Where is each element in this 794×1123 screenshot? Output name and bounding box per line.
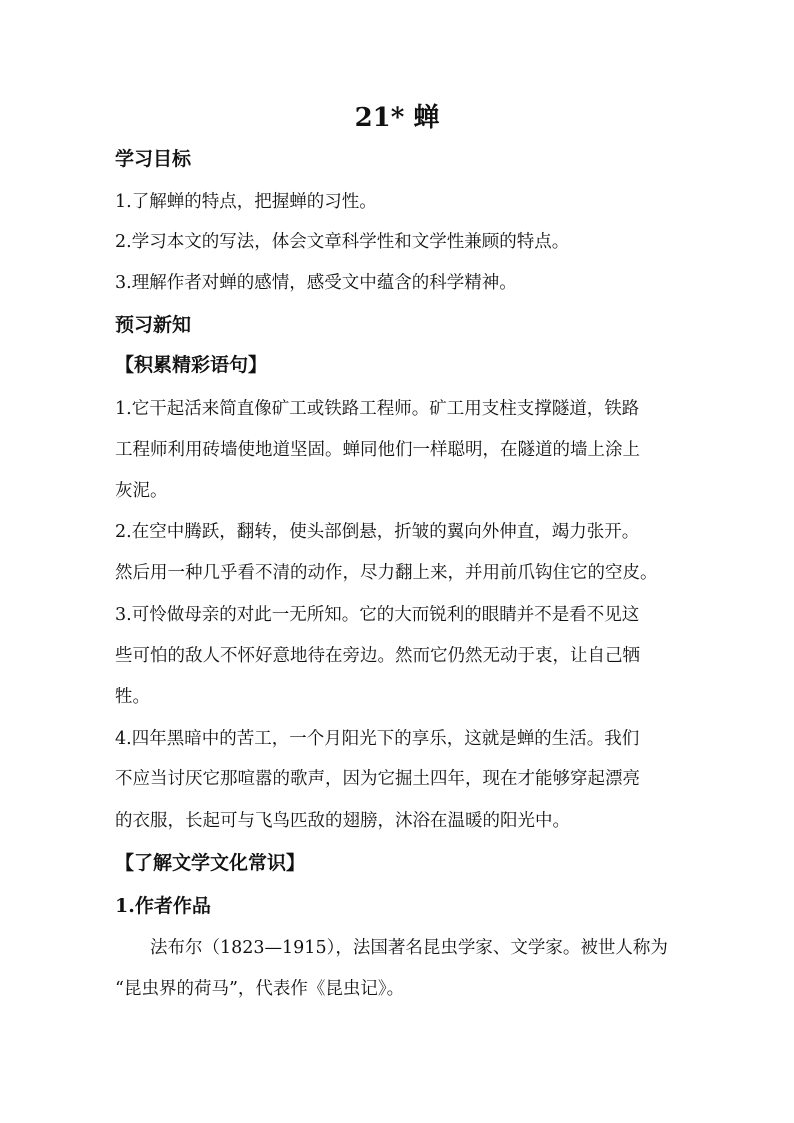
author-works-heading: 1.作者作品 <box>115 895 211 917</box>
sentence-line: 工程师利用砖墙使地道坚固。蝉同他们一样聪明，在隧道的墙上涂上 <box>115 440 640 460</box>
goal-item: 2.学习本文的写法，体会文章科学性和文学性兼顾的特点。 <box>115 232 570 252</box>
sentence-line: 些可怕的敌人不怀好意地待在旁边。然而它仍然无动于衷，让自己牺 <box>115 646 640 666</box>
goal-item: 3.理解作者对蝉的感情，感受文中蕴含的科学精神。 <box>115 273 517 293</box>
sentence-line: 1.它干起活来简直像矿工或铁路工程师。矿工用支柱支撑隧道，铁路 <box>115 399 640 419</box>
preview-heading: 预习新知 <box>115 314 192 336</box>
sentence-line: 灰泥。 <box>115 481 168 501</box>
literary-knowledge-subheading: 【了解文学文化常识】 <box>115 852 306 874</box>
sentence-line: 的衣服，长起可与飞鸟匹敌的翅膀，沐浴在温暖的阳光中。 <box>115 811 570 831</box>
author-line: “昆虫界的荷马”，代表作《昆虫记》。 <box>115 979 405 999</box>
sentence-line: 2.在空中腾跃，翻转，使头部倒悬，折皱的翼向外伸直，竭力张开。 <box>115 522 640 542</box>
learning-goals-heading: 学习目标 <box>115 148 192 170</box>
sentences-subheading: 【积累精彩语句】 <box>115 354 268 376</box>
sentence-line: 牲。 <box>115 687 150 707</box>
page-title: 21* 蝉 <box>354 103 440 133</box>
author-line: 法布尔（1823—1915），法国著名昆虫学家、文学家。被世人称为 <box>150 938 668 958</box>
sentence-line: 3.可怜做母亲的对此一无所知。它的大而锐利的眼睛并不是看不见这 <box>115 605 640 625</box>
goal-item: 1.了解蝉的特点，把握蝉的习性。 <box>115 192 377 212</box>
sentence-line: 4.四年黑暗中的苦工，一个月阳光下的享乐，这就是蝉的生活。我们 <box>115 729 640 749</box>
sentence-line: 不应当讨厌它那喧嚣的歌声，因为它掘土四年，现在才能够穿起漂亮 <box>115 769 640 789</box>
sentence-line: 然后用一种几乎看不清的动作，尽力翻上来，并用前爪钩住它的空皮。 <box>115 563 658 583</box>
